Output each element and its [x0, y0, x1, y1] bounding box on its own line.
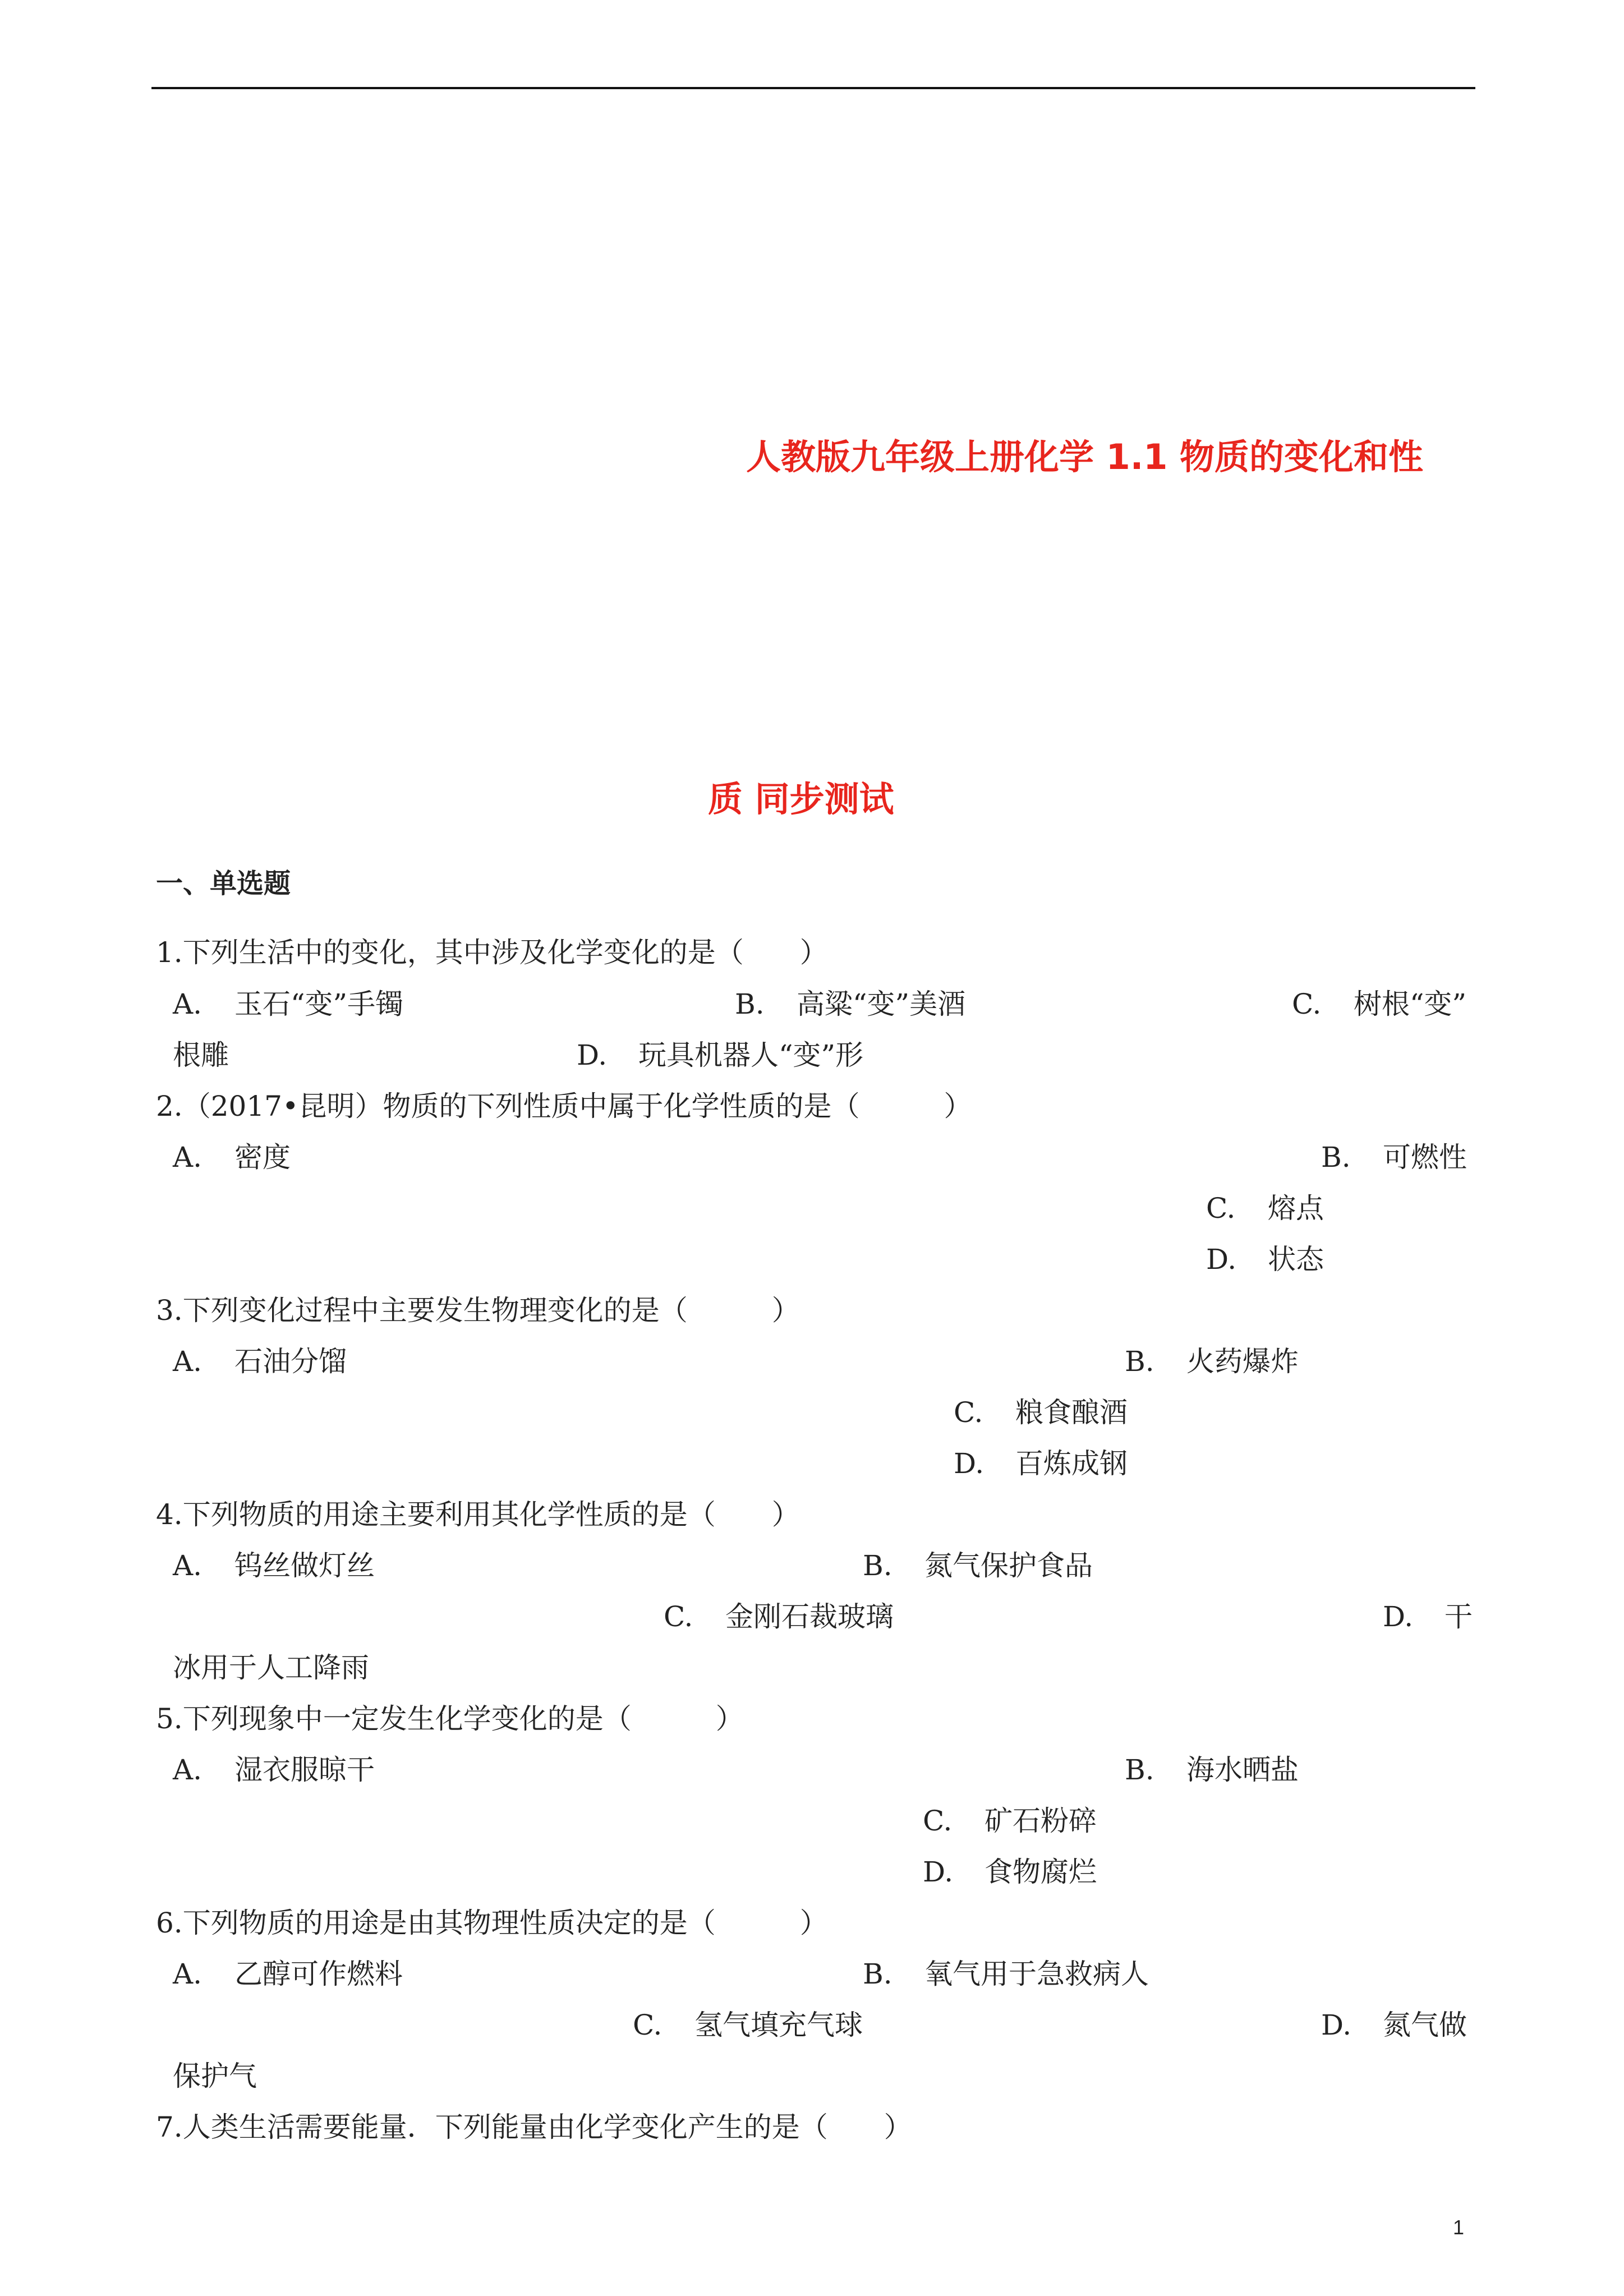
q4-option-a: A. 钨丝做灯丝 [173, 1549, 375, 1582]
q6-option-d-continued: 保护气 [173, 2060, 257, 2092]
question-7-stem: 7.人类生活需要能量．下列能量由化学变化产生的是（ ） [156, 2111, 912, 2143]
q3-option-a: A. 石油分馏 [173, 1345, 347, 1378]
page-number: 1 [1453, 2216, 1465, 2239]
q4-option-d: D. 干 [1383, 1600, 1473, 1633]
q5-option-c: C. 矿石粉碎 [923, 1805, 1097, 1837]
q1-option-c: C. 树根“变” [1292, 988, 1467, 1020]
q1-option-d: D. 玩具机器人“变”形 [577, 1039, 864, 1071]
q4-option-d-continued: 冰用于人工降雨 [173, 1651, 369, 1684]
q6-option-c: C. 氢气填充气球 [633, 2009, 863, 2041]
q2-option-c: C. 熔点 [1206, 1192, 1324, 1225]
question-3-stem: 3.下列变化过程中主要发生物理变化的是（ ） [156, 1294, 800, 1327]
q5-option-a: A. 湿衣服晾干 [173, 1754, 375, 1786]
q3-option-b: B. 火药爆炸 [1125, 1345, 1299, 1378]
q5-option-d: D. 食物腐烂 [923, 1856, 1097, 1888]
question-2-stem: 2.（2017•昆明）物质的下列性质中属于化学性质的是（ ） [156, 1090, 972, 1122]
question-5-stem: 5.下列现象中一定发生化学变化的是（ ） [156, 1703, 744, 1735]
title-line-2: 质 同步测试 [708, 779, 894, 820]
q6-option-b: B. 氧气用于急救病人 [863, 1958, 1149, 1990]
q2-option-d: D. 状态 [1206, 1243, 1324, 1276]
question-6-stem: 6.下列物质的用途是由其物理性质决定的是（ ） [156, 1907, 828, 1939]
q3-option-d: D. 百炼成钢 [954, 1447, 1128, 1480]
q6-option-d: D. 氮气做 [1321, 2009, 1467, 2041]
q1-option-b: B. 高粱“变”美酒 [735, 988, 966, 1020]
q1-option-c-continued: 根雕 [173, 1039, 229, 1071]
section-heading: 一、单选题 [156, 868, 291, 899]
question-4-stem: 4.下列物质的用途主要利用其化学性质的是（ ） [156, 1498, 800, 1531]
title-line-1: 人教版九年级上册化学 1.1 物质的变化和性 [746, 436, 1424, 477]
q2-option-b: B. 可燃性 [1321, 1141, 1467, 1174]
q4-option-b: B. 氮气保护食品 [863, 1549, 1093, 1582]
q4-option-c: C. 金刚石裁玻璃 [664, 1600, 894, 1633]
header-rule [151, 87, 1475, 89]
question-1-stem: 1.下列生活中的变化，其中涉及化学变化的是（ ） [156, 936, 828, 969]
q2-option-a: A. 密度 [173, 1141, 291, 1174]
q1-option-a: A. 玉石“变”手镯 [173, 988, 404, 1020]
q5-option-b: B. 海水晒盐 [1125, 1754, 1299, 1786]
q6-option-a: A. 乙醇可作燃料 [173, 1958, 403, 1990]
q3-option-c: C. 粮食酿酒 [954, 1396, 1128, 1429]
